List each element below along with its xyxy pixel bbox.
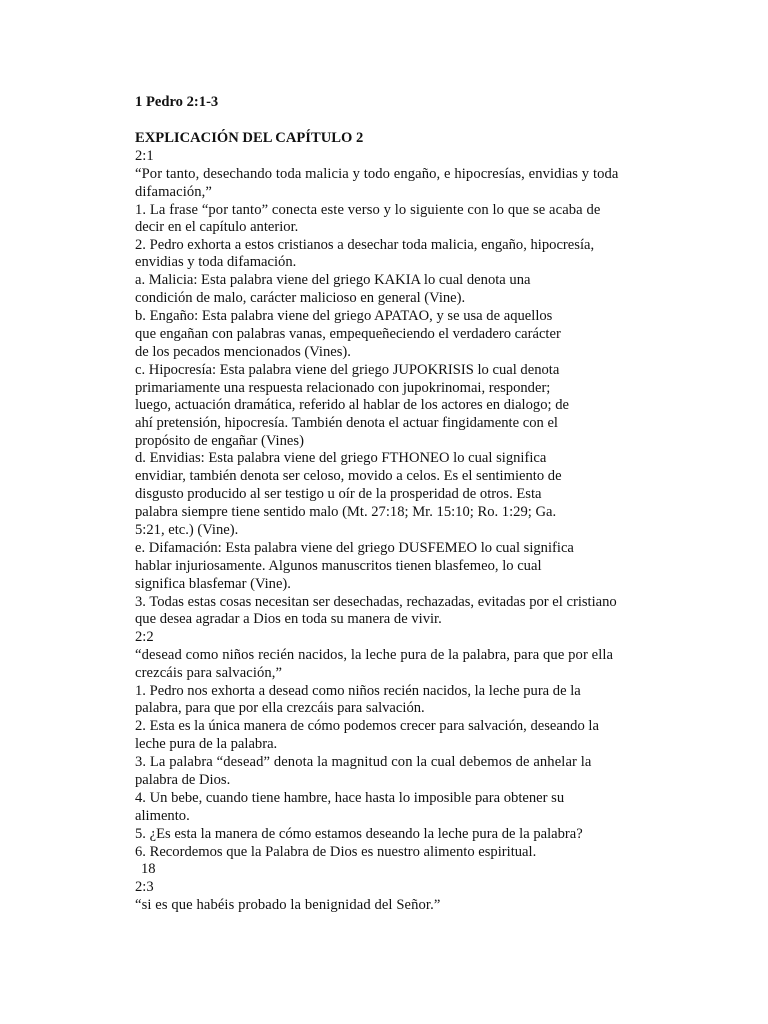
body-line: 3. Todas estas cosas necesitan ser desechadas, rechazadas, evitadas por el cristiano (135, 594, 617, 610)
body-line: 5:21, etc.) (Vine). (135, 522, 239, 538)
verse-quote-line: crezcáis para salvación,” (135, 665, 283, 681)
body-line: 4. Un bebe, cuando tiene hambre, hace hasta lo imposible para obtener su (135, 790, 565, 806)
body-line: palabra, para que por ella crezcáis para salvación. (135, 700, 425, 716)
verse-quote-line: difamación,” (135, 184, 212, 200)
body-line: 3. La palabra “desead” denota la magnitud con la cual debemos de anhelar la (135, 754, 592, 770)
body-line: de los pecados mencionados (Vines). (135, 344, 351, 360)
body-line: hablar injuriosamente. Algunos manuscritos tienen blasfemeo, lo cual (135, 558, 542, 574)
body-line: d. Envidias: Esta palabra viene del griego FTHONEO lo cual significa (135, 450, 547, 466)
body-line: 1. Pedro nos exhorta a desead como niños recién nacidos, la leche pura de la (135, 683, 581, 699)
body-line: 1. La frase “por tanto” conecta este verso y lo siguiente con lo que se acaba de (135, 202, 601, 218)
page-number: 18 (141, 861, 156, 877)
body-line: que desea agradar a Dios en toda su manera de vivir. (135, 611, 442, 627)
body-line: 5. ¿Es esta la manera de cómo estamos deseando la leche pura de la palabra? (135, 826, 583, 842)
chapter-title: EXPLICACIÓN DEL CAPÍTULO 2 (135, 130, 364, 146)
body-line: ahí pretensión, hipocresía. También denota el actuar fingidamente con el (135, 415, 558, 431)
body-line: c. Hipocresía: Esta palabra viene del griego JUPOKRISIS lo cual denota (135, 362, 560, 378)
verse-quote-line: “desead como niños recién nacidos, la leche pura de la palabra, para que por ella (135, 647, 614, 663)
verse-reference: 2:1 (135, 148, 154, 164)
verse-quote-line: “Por tanto, desechando toda malicia y todo engaño, e hipocresías, envidias y toda (135, 166, 619, 182)
body-line: luego, actuación dramática, referido al hablar de los actores en dialogo; de (135, 397, 569, 413)
document-heading: 1 Pedro 2:1-3 (135, 94, 219, 110)
body-line: condición de malo, carácter malicioso en general (Vine). (135, 290, 466, 306)
body-line: 2. Esta es la única manera de cómo podemos crecer para salvación, deseando la (135, 718, 599, 734)
body-line: decir en el capítulo anterior. (135, 219, 299, 235)
body-line: envidiar, también denota ser celoso, movido a celos. Es el sentimiento de (135, 468, 562, 484)
body-line: alimento. (135, 808, 190, 824)
verse-reference: 2:2 (135, 629, 154, 645)
verse-reference: 2:3 (135, 879, 154, 895)
body-line: palabra siempre tiene sentido malo (Mt. 27:18; Mr. 15:10; Ro. 1:29; Ga. (135, 504, 557, 520)
body-line: b. Engaño: Esta palabra viene del griego APATAO, y se usa de aquellos (135, 308, 553, 324)
body-line: envidias y toda difamación. (135, 254, 297, 270)
body-line: significa blasfemar (Vine). (135, 576, 291, 592)
body-line: disgusto producido al ser testigo u oír de la prosperidad de otros. Esta (135, 486, 542, 502)
body-line: leche pura de la palabra. (135, 736, 278, 752)
body-line: 6. Recordemos que la Palabra de Dios es nuestro alimento espiritual. (135, 844, 537, 860)
body-line: palabra de Dios. (135, 772, 231, 788)
body-line: primariamente una respuesta relacionado con jupokrinomai, responder; (135, 380, 551, 396)
body-line: a. Malicia: Esta palabra viene del griego KAKIA lo cual denota una (135, 272, 531, 288)
body-line: propósito de engañar (Vines) (135, 433, 304, 449)
body-line: 2. Pedro exhorta a estos cristianos a desechar toda malicia, engaño, hipocresía, (135, 237, 595, 253)
body-line: e. Difamación: Esta palabra viene del griego DUSFEMEO lo cual significa (135, 540, 574, 556)
verse-quote-line: “si es que habéis probado la benignidad del Señor.” (135, 897, 441, 913)
body-line: que engañan con palabras vanas, empequeñeciendo el verdadero carácter (135, 326, 561, 342)
